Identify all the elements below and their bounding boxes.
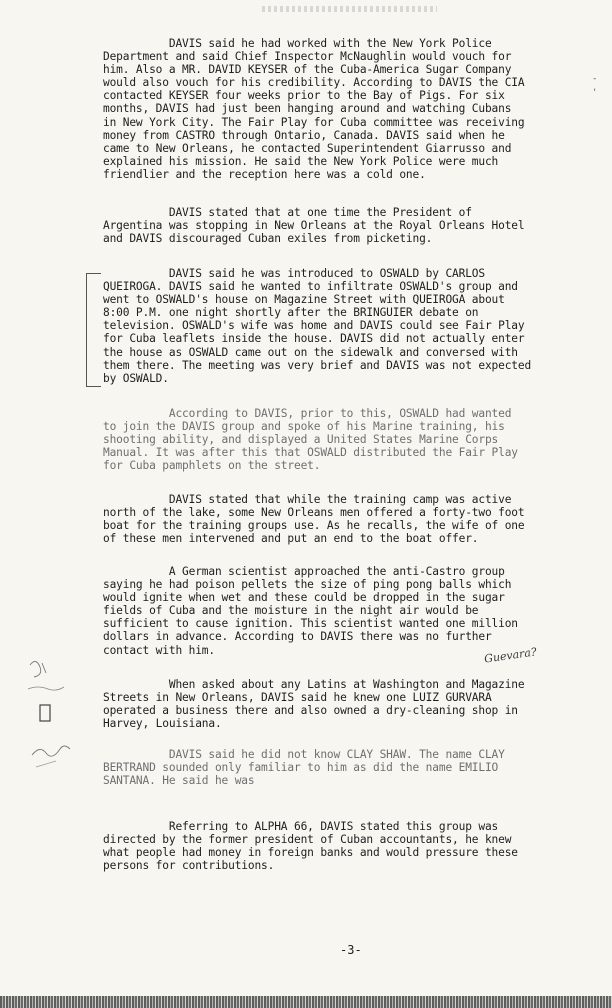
paragraph-training-camp-boat: DAVIS stated that while the training camp was active north of the lake, some New Orleans men offered a forty-two foot boat for the training groups use. As he recalls, the wife of one of these men intervened and put an end to the boat offer. (103, 493, 525, 546)
scan-edge (0, 996, 612, 1008)
handwritten-annotation: Guevara? (483, 645, 538, 666)
margin-tick: ' (592, 88, 598, 98)
paragraph-oswald-introduction: DAVIS said he was introduced to OSWALD by CARLOS QUEIROGA. DAVIS said he wanted to infiltrate OSWALD's group and went to OSWALD's house on Magazine Street with QUEIROGA about 8:00 P.M. one night shortly after the BRINGUIER debate on television. OSWALD's wife was home and DAVIS could see Fair Play for Cuba leaflets inside the house. DAVIS did not actually enter the house as OSWALD came out on the sidewalk and conversed with them there. The meeting was very brief and DAVIS was not expected by OSWALD. (103, 267, 532, 385)
page-number: -3- (340, 943, 362, 957)
margin-bracket (86, 273, 101, 387)
paragraph-davis-nypd: DAVIS said he had worked with the New York Police Department and said Chief Inspector McNaughlin would vouch for him. Also a MR. DAVID KEYSER of the Cuba-America Sugar Company would also vouch for his credibility. According to DAVIS the CIA contacted KEYSER four weeks prior to the Bay of Pigs. For six months, DAVIS had just been hanging around and watching Cubans in New York City. The Fair Play for Cuba committee was receiving money from CASTRO through Ontario, Canada. DAVIS said when he came to New Orleans, he contacted Superintendent Giarrusso and explained his mission. He said the New York Police were much friendlier and the reception here was a cold one. (103, 37, 525, 181)
margin-tick: - (592, 74, 598, 84)
margin-scribbles (22, 655, 92, 785)
paragraph-german-scientist: A German scientist approached the anti-Castro group saying he had poison pellets the size of ping pong balls which would ignite when wet and these could be dropped in the sugar fields of Cuba and the moisture in the night air would be sufficient to cause ignition. This scientist wanted one million dollars in advance. According to DAVIS there was no further contact with him. (103, 565, 518, 657)
header-smudge (262, 6, 437, 12)
paragraph-argentina-president: DAVIS stated that at one time the President of Argentina was stopping in New Orleans at the Royal Orleans Hotel and DAVIS discouraged Cuban exiles from picketing. (103, 206, 525, 246)
paragraph-alpha-66: Referring to ALPHA 66, DAVIS stated this group was directed by the former president of Cuban accountants, he knew what people had money in foreign banks and would pressure these persons for contributions. (103, 820, 518, 873)
paragraph-latins-washington-magazine: When asked about any Latins at Washington and Magazine Streets in New Orleans, DAVIS said he knew one LUIZ GURVARA operated a business there and also owned a dry-cleaning shop in Harvey, Louisiana. (103, 678, 525, 731)
paragraph-clay-shaw: DAVIS said he did not know CLAY SHAW. The name CLAY BERTRAND sounded only familiar to him as did the name EMILIO SANTANA. He said he was (103, 748, 505, 788)
paragraph-oswald-marine-training: According to DAVIS, prior to this, OSWALD had wanted to join the DAVIS group and spoke of his Marine training, his shooting ability, and displayed a United States Marine Corps Manual. It was after this that OSWALD distributed the Fair Play for Cuba pamphlets on the street. (103, 407, 518, 473)
